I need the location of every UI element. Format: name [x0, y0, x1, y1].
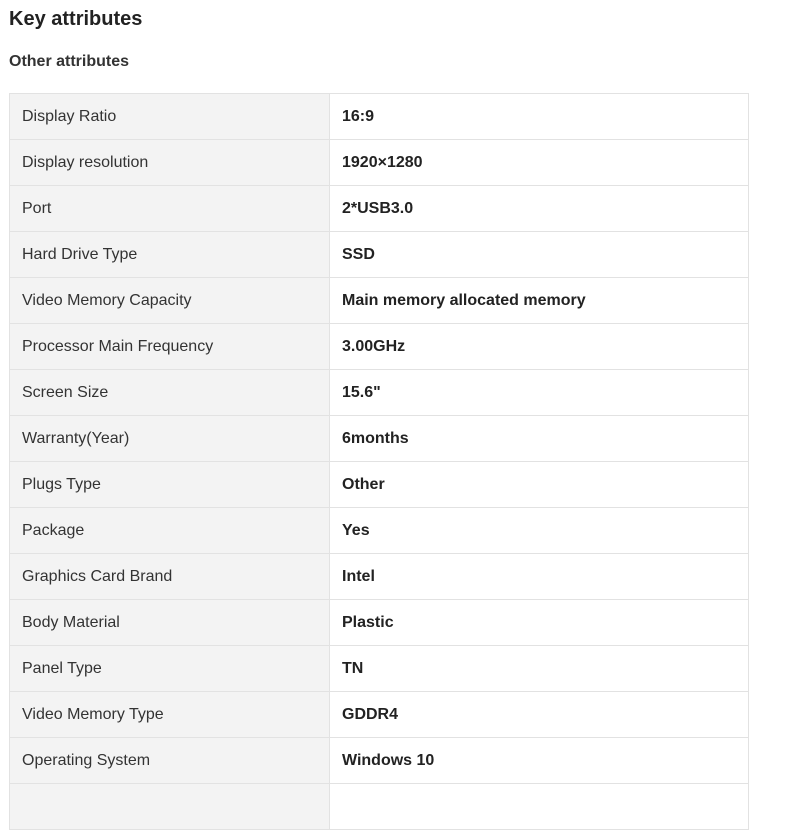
attribute-value: SSD	[330, 232, 749, 278]
attribute-name: Display Ratio	[10, 94, 330, 140]
attribute-name: Plugs Type	[10, 462, 330, 508]
table-row	[10, 692, 749, 738]
attribute-name: Port	[10, 186, 330, 232]
table-row	[10, 600, 749, 646]
attribute-name: Video Memory Capacity	[10, 278, 330, 324]
table-row	[10, 370, 749, 416]
attributes-table	[9, 93, 749, 830]
attribute-name: Hard Drive Type	[10, 232, 330, 278]
table-row	[10, 554, 749, 600]
attribute-value: Windows 10	[330, 738, 749, 784]
table-row	[10, 784, 749, 830]
section-title: Other attributes	[9, 53, 130, 70]
attribute-value: Plastic	[330, 600, 749, 646]
table-row	[10, 738, 749, 784]
attribute-value: 1920×1280	[330, 140, 749, 186]
attribute-value: 15.6"	[330, 370, 749, 416]
attribute-name: Video Memory Type	[10, 692, 330, 738]
attribute-value: Yes	[330, 508, 749, 554]
attribute-value: Intel	[330, 554, 749, 600]
table-row	[10, 508, 749, 554]
attribute-name: Body Material	[10, 600, 330, 646]
table-row	[10, 646, 749, 692]
attribute-value: 3.00GHz	[330, 324, 749, 370]
attribute-value: 6months	[330, 416, 749, 462]
attribute-name: Operating System	[10, 738, 330, 784]
table-row	[10, 140, 749, 186]
attribute-value: GDDR4	[330, 692, 749, 738]
attribute-value: 16:9	[330, 94, 749, 140]
page-title: Key attributes	[9, 8, 143, 30]
attribute-name: Display resolution	[10, 140, 330, 186]
attribute-value: Main memory allocated memory	[330, 278, 749, 324]
attribute-value: Other	[330, 462, 749, 508]
table-row	[10, 232, 749, 278]
table-row	[10, 462, 749, 508]
attribute-name: Graphics Card Brand	[10, 554, 330, 600]
attribute-name: Panel Type	[10, 646, 330, 692]
attribute-value: TN	[330, 646, 749, 692]
attribute-value	[330, 784, 749, 830]
attribute-name	[10, 784, 330, 830]
attribute-name: Warranty(Year)	[10, 416, 330, 462]
table-row	[10, 94, 749, 140]
table-row	[10, 278, 749, 324]
table-row	[10, 416, 749, 462]
attribute-value: 2*USB3.0	[330, 186, 749, 232]
table-row	[10, 324, 749, 370]
attribute-name: Screen Size	[10, 370, 330, 416]
table-row	[10, 186, 749, 232]
attribute-name: Processor Main Frequency	[10, 324, 330, 370]
attribute-name: Package	[10, 508, 330, 554]
